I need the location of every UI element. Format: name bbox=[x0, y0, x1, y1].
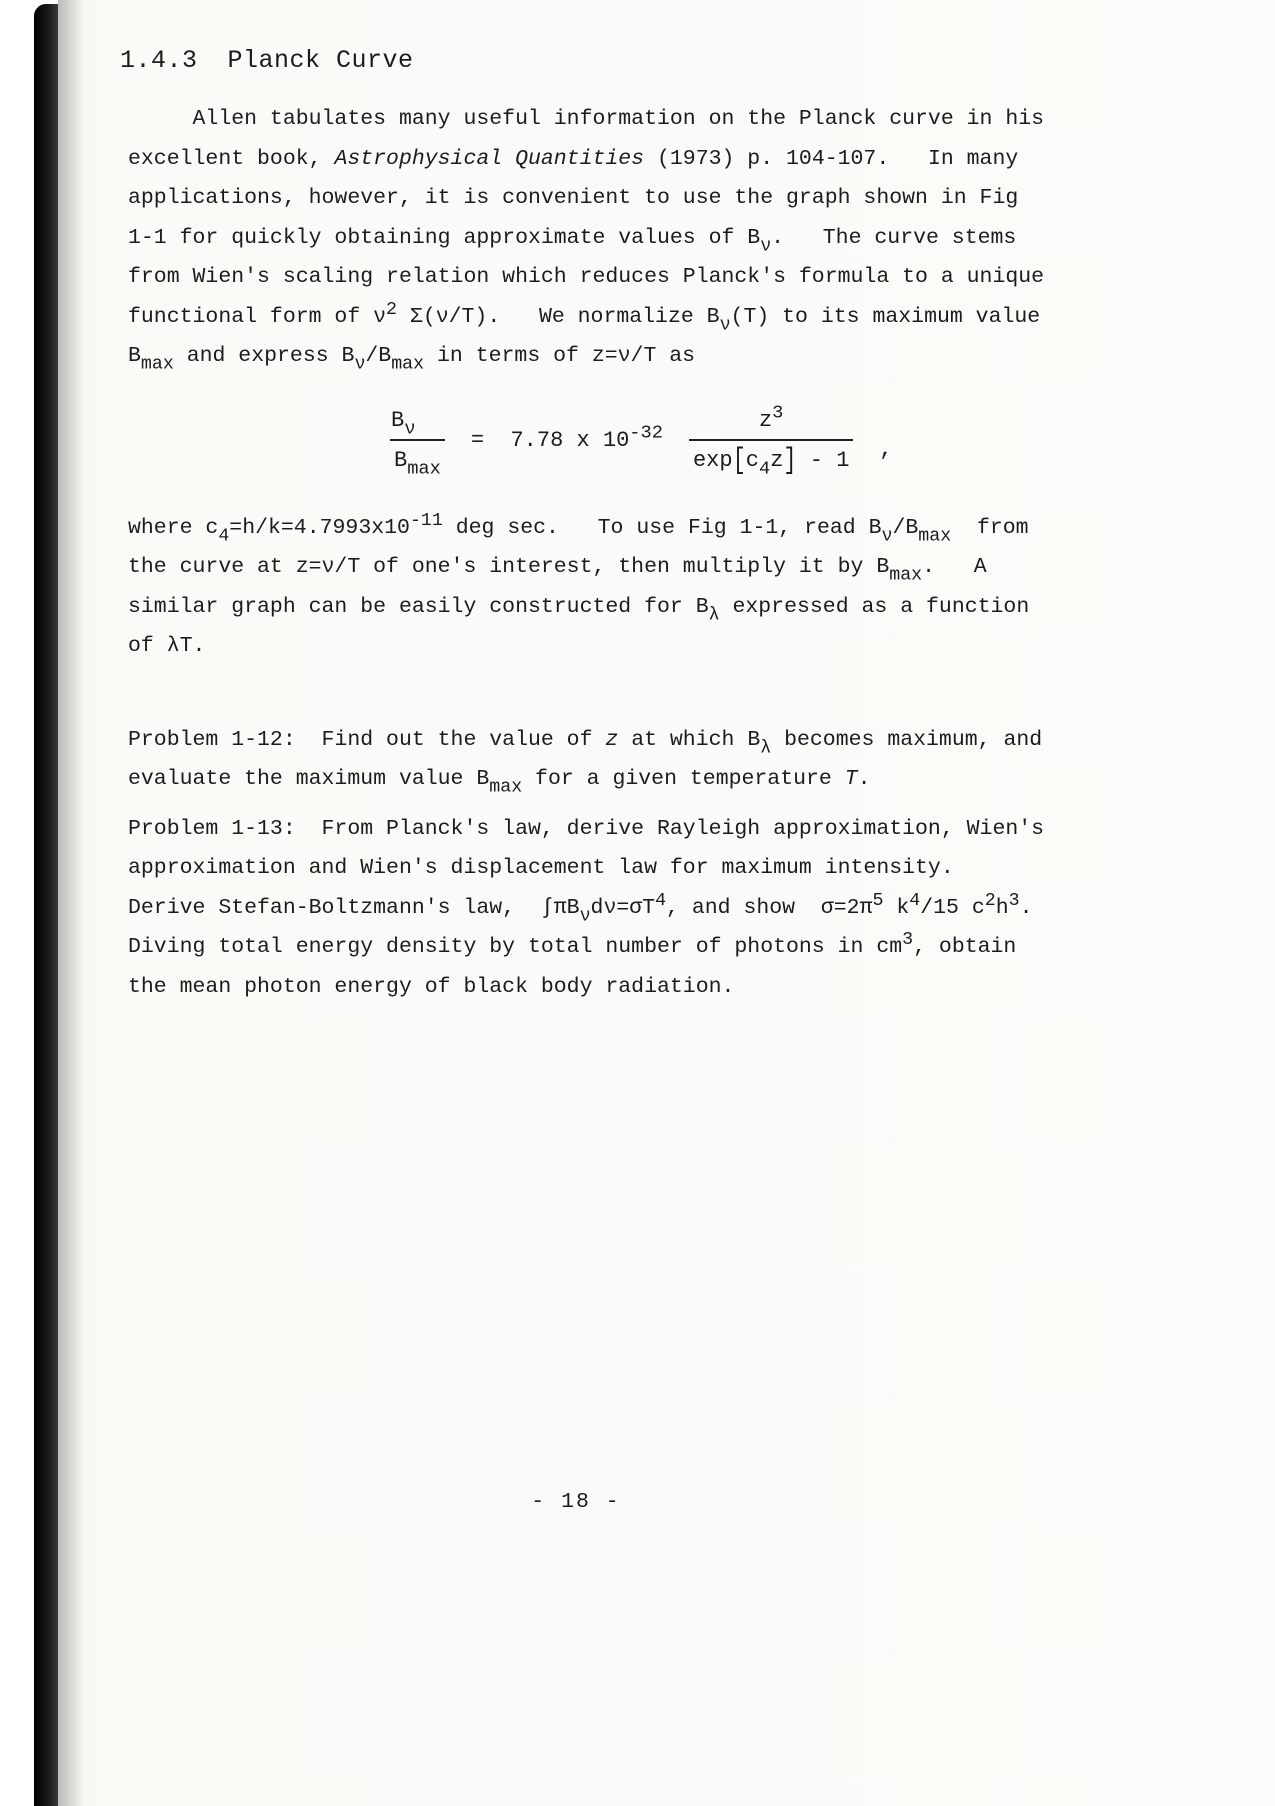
text-line: from Wien's scaling relation which reduces Planck's formula to a unique bbox=[128, 265, 1045, 289]
equation-lhs-fraction bbox=[390, 407, 445, 480]
text-line: similar graph can be easily constructed for $B_\lambda$ expressed as a function bbox=[128, 594, 1030, 625]
text-line: excellent book, Astrophysical Quantities (1973) p. 104-107. In many bbox=[128, 146, 1019, 171]
paragraph-usage bbox=[128, 509, 1275, 667]
text-line: Problem 1-13: From Planck's law, derive Rayleigh approximation, Wien's bbox=[128, 816, 1045, 841]
equation-rhs-numerator: $z^3$ bbox=[758, 401, 784, 433]
text-line: Problem 1-12: Find out the value of z at which $B_\lambda$ becomes maximum, and bbox=[128, 727, 1043, 758]
equation-rhs-fraction bbox=[689, 401, 853, 480]
book-spine-shadow bbox=[34, 4, 58, 1806]
section-number: 1.4.3 bbox=[120, 46, 198, 75]
text-line: the mean photon energy of black body radiation. bbox=[128, 974, 735, 999]
problem-1-13 bbox=[128, 810, 1275, 1008]
section-title: Planck Curve bbox=[227, 46, 414, 75]
equation-lhs-denominator: $B_{max}$ bbox=[390, 439, 445, 475]
text-line: evaluate the maximum value $B_{max}$ for a given temperature T. bbox=[128, 767, 871, 798]
planck-equation bbox=[390, 401, 1275, 480]
text-line: Allen tabulates many useful information on the Planck curve in his bbox=[128, 107, 1045, 131]
equation-coefficient: = 7.78 x $10^{-32}$ bbox=[470, 421, 663, 453]
text-line: functional form of $\nu^2$ Σ(ν/T). We normalize $B_\nu(T)$ to its maximum value bbox=[128, 299, 1041, 335]
section-heading bbox=[120, 46, 1275, 76]
problem-1-12 bbox=[128, 721, 1275, 800]
text-line: the curve at z=ν/T of one's interest, then multiply it by $B_{max}$. A bbox=[128, 555, 987, 586]
text-line: of λT. bbox=[128, 634, 206, 658]
open-bracket: [ bbox=[732, 443, 746, 478]
text-line: $B_{max}$ and express $B_\nu/B_{max}$ in terms of z=ν/T as bbox=[128, 344, 696, 375]
text-line: where $c_4=h/k=4.7993x10^{-11}$ deg sec. To use Fig 1-1, read $B_\nu/B_{max}$ from bbox=[128, 510, 1029, 546]
text-line: Derive Stefan-Boltzmann's law, $\int\pi B_\nu d\nu=\sigma T^4$, and show $\sigma=2\pi^5$ $k^4/15$ $c^2h^3$. bbox=[128, 890, 1033, 926]
page bbox=[58, 0, 1275, 1806]
text-line: applications, however, it is convenient to use the graph shown in Fig bbox=[128, 186, 1019, 210]
close-bracket: ] bbox=[783, 443, 797, 478]
equation-trailing-comma: , bbox=[879, 436, 893, 462]
text-line: 1-1 for quickly obtaining approximate values of $B_\nu$. The curve stems bbox=[128, 225, 1017, 256]
equation-lhs-numerator: $B_\nu$ bbox=[391, 407, 416, 439]
text-line: Diving total energy density by total number of photons in $cm^3$, obtain bbox=[128, 929, 1017, 959]
paragraph-intro bbox=[128, 100, 1275, 377]
page-body bbox=[128, 100, 1275, 1007]
text-line: approximation and Wien's displacement law for maximum intensity. bbox=[128, 856, 954, 880]
page-number: - 18 - bbox=[531, 1490, 621, 1514]
equation-rhs-denominator: $\exp[c_4z] - 1$ bbox=[689, 439, 853, 475]
